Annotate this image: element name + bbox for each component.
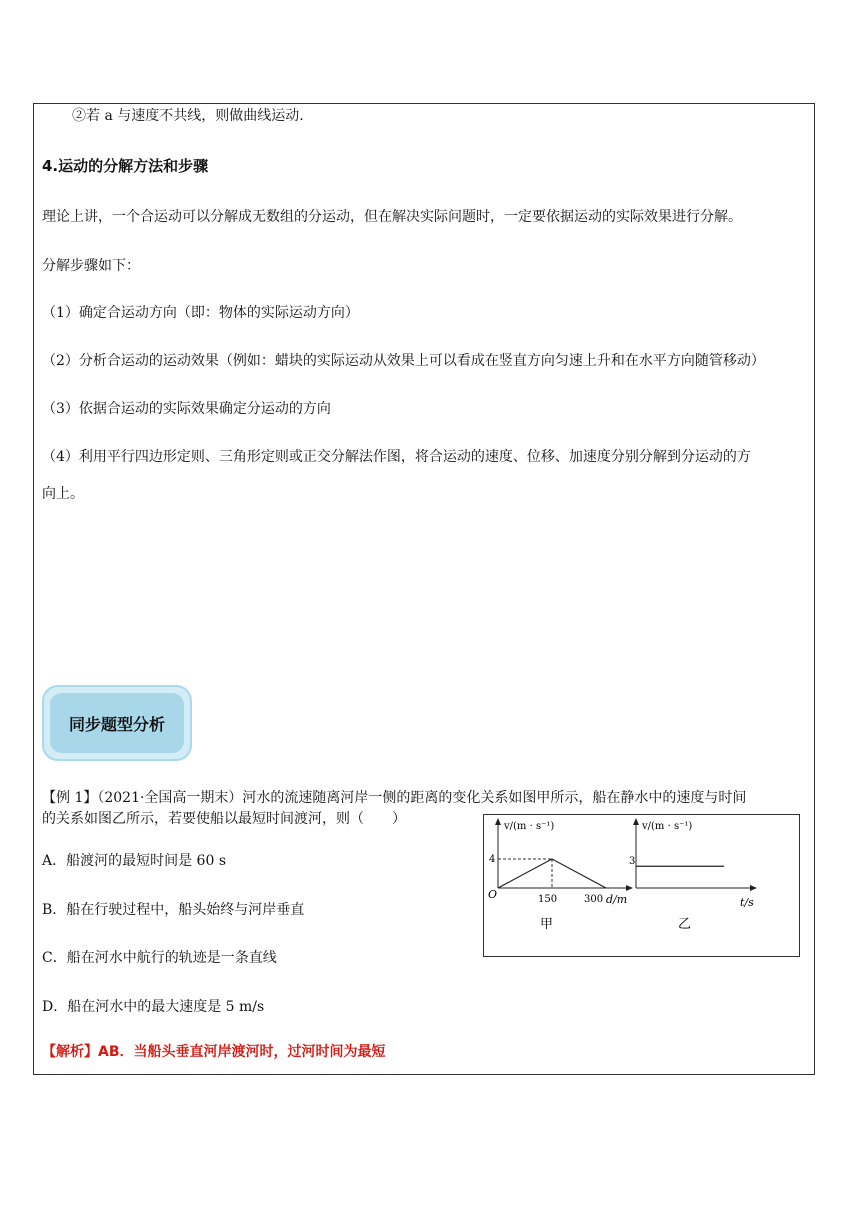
example-question-line-2: 的关系如图乙所示，若要使船以最短时间渡河，则（ ） [42, 811, 406, 827]
section-title-badge [42, 685, 192, 761]
steps-intro: 分解步骤如下： [42, 258, 140, 274]
step-1: （1）确定合运动方向（即：物体的实际运动方向） [42, 305, 359, 321]
section-title: 同步题型分析 [50, 693, 184, 753]
figure-svg [484, 815, 801, 958]
chart-b-x-arrow [750, 885, 757, 891]
chart-b-xlabel: t/s [740, 896, 754, 909]
chart-a-xtick-300: 300 [584, 894, 604, 905]
figure-box [483, 814, 800, 957]
chart-a-x-arrow [626, 885, 633, 891]
chart-a-ytick-4: 4 [489, 854, 496, 865]
chart-b [629, 818, 757, 932]
chart-a [488, 818, 636, 932]
analysis-text: 【解析】AB．当船头垂直河岸渡河时，过河时间为最短 [42, 1044, 386, 1060]
chart-b-ytick-3: 3 [629, 856, 636, 867]
chart-b-ylabel: v/(m · s⁻¹) [642, 821, 693, 832]
option-a: A．船渡河的最短时间是 60 s [42, 853, 227, 869]
chart-a-caption: 甲 [540, 917, 554, 932]
theory-paragraph: 理论上讲，一个合运动可以分解成无数组的分运动，但在解决实际问题时，一定要依据运动的实际效果进行分解。 [42, 209, 742, 225]
example-question-line-1: 【例 1】（2021·全国高一期末）河水的流速随离河岸一侧的距离的变化关系如图甲所示，船在静水中的速度与时间 [42, 790, 747, 806]
chart-a-y-arrow [495, 818, 501, 825]
section-heading-4: 4.运动的分解方法和步骤 [42, 157, 209, 175]
chart-b-caption: 乙 [678, 917, 692, 932]
curve-motion-line: ②若 a 与速度不共线，则做曲线运动. [72, 108, 304, 124]
step-2: （2）分析合运动的运动效果（例如：蜡块的实际运动从效果上可以看成在竖直方向匀速上升和在水平方向随管移动） [42, 353, 765, 369]
option-b: B．船在行驶过程中，船头始终与河岸垂直 [42, 902, 305, 918]
chart-a-ylabel: v/(m · s⁻¹) [504, 821, 555, 832]
option-c: C．船在河水中航行的轨迹是一条直线 [42, 950, 277, 966]
option-d: D．船在河水中的最大速度是 5 m/s [42, 999, 265, 1015]
chart-a-series-line [498, 859, 606, 888]
step-3: （3）依据合运动的实际效果确定分运动的方向 [42, 401, 331, 417]
chart-a-xtick-150: 150 [538, 894, 558, 905]
step-4-line-1: （4）利用平行四边形定则、三角形定则或正交分解法作图，将合运动的速度、位移、加速度分别分解到分运动的方 [42, 449, 751, 465]
chart-a-xlabel: d/m [606, 893, 628, 906]
step-4-line-2: 向上。 [42, 486, 84, 502]
chart-a-origin: O [488, 888, 498, 901]
chart-b-y-arrow [633, 818, 639, 825]
